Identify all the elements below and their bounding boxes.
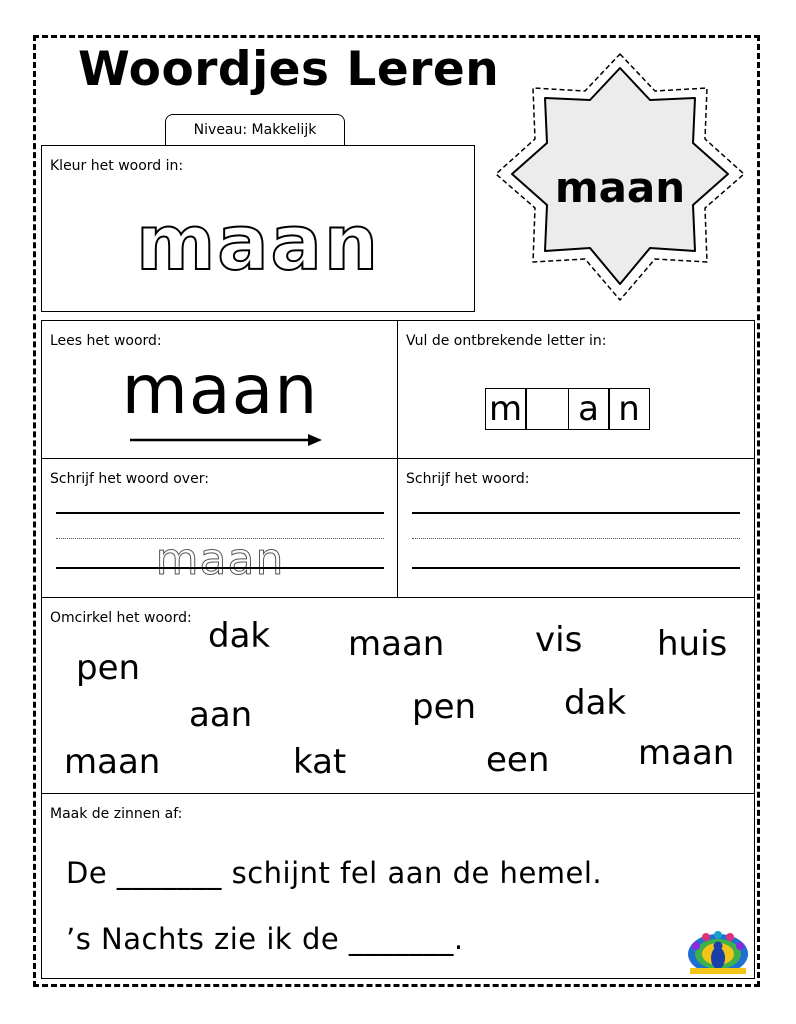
write-word-box — [397, 458, 755, 598]
word-item[interactable]: kat — [293, 742, 347, 782]
missing-letter-box — [397, 320, 755, 460]
word-item[interactable]: aan — [189, 695, 253, 735]
write-line-base[interactable] — [56, 567, 384, 569]
word-item[interactable]: maan — [348, 624, 445, 664]
word-item[interactable]: vis — [535, 620, 583, 660]
trace-word: maan — [155, 534, 285, 585]
word-item[interactable]: dak — [208, 616, 271, 656]
letter-cell-blank[interactable] — [525, 388, 569, 430]
sentences-label: Maak de zinnen af: — [50, 806, 183, 822]
outline-word: maan — [136, 198, 380, 287]
write-line-base[interactable] — [412, 567, 740, 569]
circle-word-box — [41, 597, 755, 794]
badge-word: maan — [554, 163, 686, 212]
missing-letter-label: Vul de ontbrekende letter in: — [406, 333, 607, 349]
write-word-label: Schrijf het woord: — [406, 471, 530, 487]
letter-grid — [486, 388, 650, 430]
color-word-box — [41, 145, 475, 312]
sentence[interactable]: ’s Nachts zie ik de _______. — [66, 922, 464, 956]
write-line-top — [56, 512, 384, 514]
read-word-label: Lees het woord: — [50, 333, 162, 349]
word-item[interactable]: huis — [657, 624, 728, 664]
level-tab: Niveau: Makkelijk — [165, 114, 345, 146]
letter-cell: m — [485, 388, 527, 430]
word-item[interactable]: een — [486, 740, 550, 780]
circle-word-label: Omcirkel het woord: — [50, 610, 192, 626]
sentences-box — [41, 793, 755, 979]
sentence[interactable]: De _______ schijnt fel aan de hemel. — [66, 856, 603, 890]
color-word-label: Kleur het woord in: — [50, 158, 184, 174]
letter-cell: n — [608, 388, 650, 430]
read-word: maan — [121, 351, 319, 430]
peacock-logo-icon — [686, 928, 750, 976]
arrow-right-icon — [130, 433, 322, 447]
copy-word-label: Schrijf het woord over: — [50, 471, 209, 487]
page-title: Woordjes Leren — [78, 42, 500, 97]
write-line-top — [412, 512, 740, 514]
letter-cell: a — [568, 388, 610, 430]
word-item[interactable]: pen — [412, 687, 477, 727]
word-item[interactable]: maan — [64, 742, 161, 782]
word-item[interactable]: pen — [76, 648, 141, 688]
copy-word-box — [41, 458, 399, 598]
write-line-mid — [412, 538, 740, 539]
word-item[interactable]: maan — [638, 733, 735, 773]
word-item[interactable]: dak — [564, 683, 627, 723]
read-word-box — [41, 320, 399, 460]
